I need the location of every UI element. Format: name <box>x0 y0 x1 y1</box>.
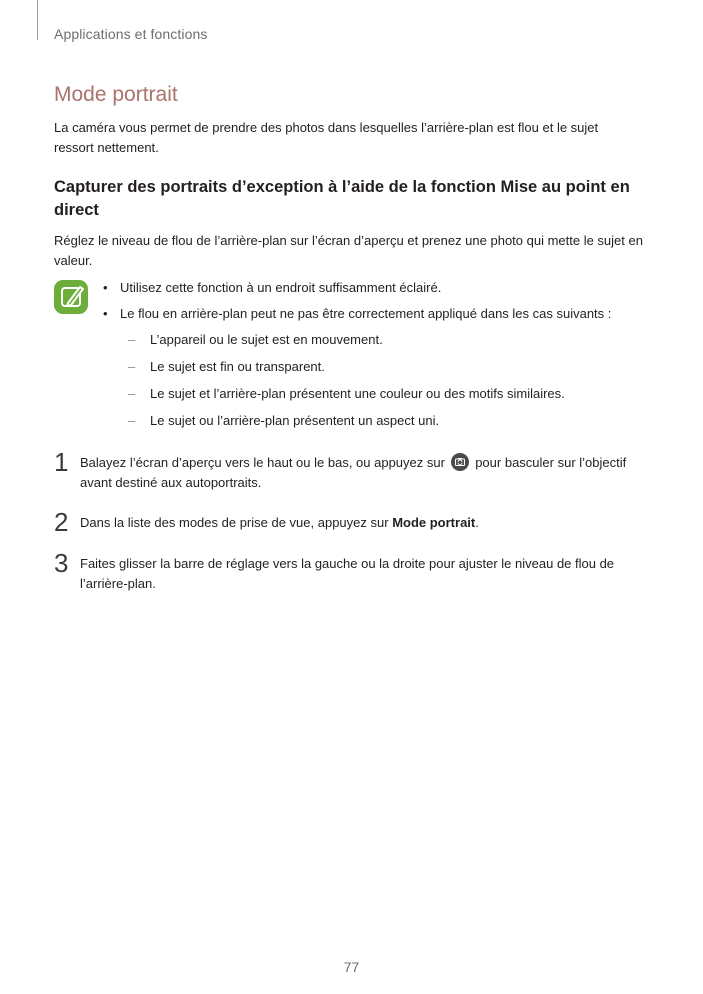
step-text: Faites glisser la barre de réglage vers la gauche ou la droite pour ajuster le niveau de flou de l’arrière-plan. <box>80 556 615 591</box>
list-item: – Le sujet et l’arrière-plan présentent une couleur ou des motifs similaires. <box>128 386 565 401</box>
list-item: – L’appareil ou le sujet est en mouvement. <box>128 332 383 347</box>
page-number: 77 <box>343 959 360 975</box>
step-text: pour basculer sur l’objectif avant destiné aux autoportraits. <box>80 455 627 490</box>
step-number: 1 <box>54 447 69 477</box>
step-text: Balayez l’écran d’aperçu vers le haut ou le bas, ou appuyez sur <box>80 455 445 470</box>
list-item: • Le flou en arrière-plan peut ne pas être correctement appliqué dans les cas suivants : <box>103 306 612 321</box>
step-number: 3 <box>54 548 69 578</box>
subsection-title: Capturer des portraits d’exception à l’aide de la fonction Mise au point en direct <box>54 178 630 219</box>
step-1 <box>54 447 654 493</box>
step-number: 2 <box>54 507 69 537</box>
note-bullet-list <box>100 278 611 330</box>
step-bold-term: Mode portrait <box>392 515 476 530</box>
header-title: Applications et fonctions <box>54 26 208 42</box>
header-rule <box>37 0 38 40</box>
step-text: Dans la liste des modes de prise de vue, appuyez sur <box>80 515 389 530</box>
note-pencil-icon <box>54 280 88 314</box>
section-title: Mode portrait <box>54 83 178 106</box>
section-intro: La caméra vous permet de prendre des photos dans lesquelles l’arrière-plan est flou et le sujet ressort nettement. <box>54 120 599 155</box>
note-sub-list <box>128 330 565 438</box>
step-3 <box>54 548 654 594</box>
step-text: . <box>475 515 479 530</box>
list-item: – Le sujet est fin ou transparent. <box>128 359 325 374</box>
step-2 <box>54 507 654 537</box>
switch-camera-icon <box>451 453 469 471</box>
list-item: • Utilisez cette fonction à un endroit suffisamment éclairé. <box>103 280 442 295</box>
list-item: – Le sujet ou l’arrière-plan présentent un aspect uni. <box>128 413 440 428</box>
subsection-description: Réglez le niveau de flou de l’arrière-plan sur l’écran d’aperçu et prenez une photo qui mette le sujet en valeur. <box>54 233 643 268</box>
